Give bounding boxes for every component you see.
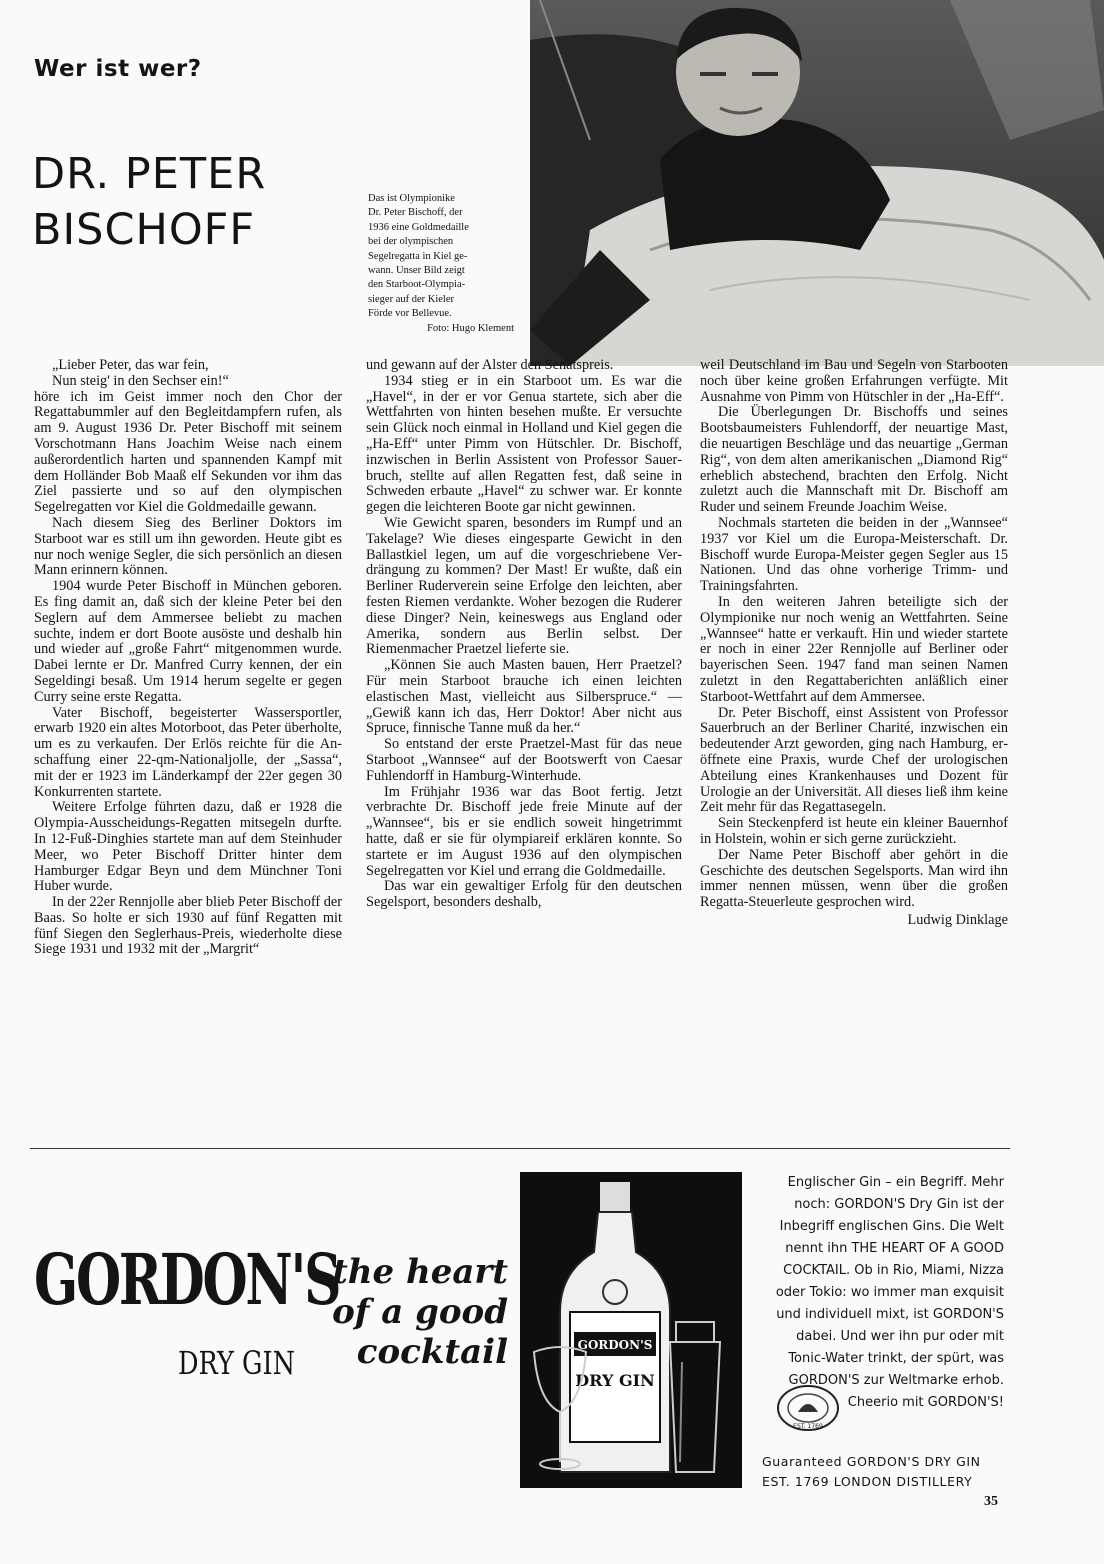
title-line: BISCHOFF — [32, 205, 256, 255]
paragraph: Der Name Peter Bischoff aber gehört in die Geschichte des deutschen Segelsports. Man wird ihn immer nennen müssen, wenn über die großen Regatta-Steuerleute gesprochen wird. — [700, 846, 1008, 911]
paragraph: und gewann auf der Alster den Senatspreis. — [366, 357, 614, 373]
caption-line: Förde vor Bellevue. — [368, 308, 452, 320]
verse-line: „Lieber Peter, das war fein, — [52, 357, 209, 373]
author-signature: Ludwig Dinklage — [907, 911, 1008, 928]
seal-text: EST. 1769 — [793, 1423, 823, 1430]
paragraph: Nach diesem Sieg des Berliner Doktors im Starboot war es still um ihn geworden. Heute gibt es nur noch wenige Segler, die sich persönlich an diesen Mann erinnern können. — [34, 514, 342, 579]
ad-guarantee — [762, 1452, 1002, 1492]
caption-line: den Starboot-Olympia- — [368, 279, 466, 291]
ad-copy-line: Inbegriff englischen Gins. Die Welt — [779, 1219, 1004, 1234]
kicker: Wer ist wer? — [34, 56, 202, 82]
paragraph: So entstand der erste Praetzel-Mast für das neue Starboot „Wannsee“ auf der Bootswerft von Caesar Fuhlendorff in Hamburg-Winterhude. — [366, 736, 682, 784]
title-line: DR. PETER — [32, 149, 267, 199]
ad-copy — [760, 1172, 1004, 1414]
ad-copy-line: Englischer Gin – ein Begriff. Mehr — [787, 1175, 1004, 1190]
paragraph: 1904 wurde Peter Bischoff in München geboren. Es fing damit an, daß sich der kleine Peter bei den Seglern auf dem Ammersee beliebt zu machen suchte, indem er dort Boote ausöste und deshalb hin und wieder auf „große Fahrt“ mitgenommen wurde. Dabei lernte er Dr. Manfred Curry kennen, der ein Segeldingi besaß. Um 1914 herum segelte er gegen Curry seine erste Regatta. — [34, 578, 342, 705]
gordons-logo: GORDON'S — [34, 1238, 340, 1321]
paragraph: Wie Gewicht sparen, besonders im Rumpf und an Takelage? Wie dieses eingesparte Gewicht in den Ballastkiel legen, um auf die vorgeschriebene Verdrängung zu kommen? Der Mast! Er wußte, daß ein Berliner Ruderverein seine Erfolge den leichten, aber festen Riemen verdankte. Woher bezogen die Ruderer diese Dinger? Nein, keineswegs aus England oder Amerika, sondern aus Berlin selbst. Der Riemenmacher Praetzel lieferte sie. — [366, 514, 682, 658]
caption-line: sieger auf der Kieler — [368, 293, 454, 305]
paragraph: In der 22er Rennjolle aber blieb Peter Bischoff der Baas. So holte er sich 1930 auf fünf Regatten mit fünf Siegen den Seglerhaus-Preis, wiederholte diese Siege 1931 und 1932 mit der „Margrit“ — [34, 894, 342, 958]
caption-line: Das ist Olympionike — [368, 193, 455, 204]
portrait-photo — [530, 0, 1104, 366]
ad-copy-line: noch: GORDON'S Dry Gin ist der — [794, 1197, 1004, 1212]
ad-copy-line: nennt ihn THE HEART OF A GOOD — [785, 1241, 1004, 1256]
paragraph: Dr. Peter Bischoff, einst Assistent von Professor Sauerbruch an der Berliner Charité, inzwischen ein bedeutender Arzt geworden, ging nach Hamburg, eröffnete eine Praxis, wurde Chef der urologischen Abteilung eines Krankenhauses und Dozent für Urologie an der Universität. All dieses ließ ihm keine Zeit mehr für das Regattasegeln. — [700, 704, 1008, 816]
paragraph: höre ich im Geist immer noch den Chor der Regattabummler auf den Begleitdampfern rufen, als am 9. August 1936 Dr. Peter Bischoff mit seinem Vorschotmann Hans Joachim Weise nach einem außerordentlich harten und spannenden Kampf mit dem Holländer Bob Maaß elf Sekunden vor ihm das Ziel passierte und so auf den olympischen Segelregatten vor Kiel die Goldmedaille gewann. — [34, 388, 342, 516]
slogan-line: of a good — [332, 1292, 508, 1332]
caption-line: Dr. Peter Bischoff, der — [368, 207, 463, 219]
ad-copy-line: und individuell mixt, ist GORDON'S — [776, 1307, 1004, 1322]
paragraph: 1934 stieg er in ein Starboot um. Es war die „Havel“, in der er vor Genua startete, sich aber die Wettfahrten von hinten besehen mußte. Er versuchte sein Glück noch einmal in Holland und Kiel gegen die „Ha-Eff“ unter Pimm von Hütschler. Dr. Bischoff, inzwischen in Berlin Assistent von Professor Sauerbruch, stellte auf allen Regatten fest, daß seine in Schweden erbaute „Havel“ zu schwer war. Er konnte gegen die leichteren Boote gar nicht gewinnen. — [366, 372, 682, 516]
article-column-3 — [700, 358, 1008, 929]
article-column-2 — [366, 358, 682, 911]
article-title — [32, 146, 352, 258]
paragraph: Im Frühjahr 1936 war das Boot fertig. Jetzt verbrachte Dr. Bischoff jede freie Minute auf der „Wannsee“, bis er sie endlich soweit hingetrimmt hatte, daß er sie für olympiareif erklären konnte. So startete er im August 1936 auf den olympischen Segelregatten vor Kiel und errang die Goldmedaille. — [366, 783, 682, 879]
seal-icon — [776, 1384, 840, 1432]
slogan-line: cocktail — [356, 1332, 508, 1372]
ad-copy-line: GORDON'S zur Weltmarke erhob. — [788, 1373, 1004, 1388]
ad-copy-line: Tonic-Water trinkt, der spürt, was — [788, 1351, 1004, 1366]
paragraph: weil Deutschland im Bau und Segeln von Starbooten noch über keine großen Erfahrungen verfügte. Mit Ausnahme von Pimm von Hütschler in der „Ha-Eff“. — [700, 357, 1008, 405]
bottle-label-brand: GORDON'S — [577, 1338, 653, 1352]
dry-gin-logo: DRY GIN — [178, 1344, 296, 1382]
paragraph: Die Überlegungen Dr. Bischoffs und seines Bootsbaumeisters Fuhlendorff, der neuartige Mast, die neuartigen Beschläge und das neuartige „German Rig“, von dem alten amerikanischen „Diamond Rig“ erheblich abstechend, brachten den Erfolg. Nicht zuletzt auch die Mannschaft mit Dr. Bischoff am Ruder und seinem Freunde Joachim Weise. — [700, 404, 1008, 516]
paragraph: Vater Bischoff, begeisterter Wassersportler, erwarb 1920 ein altes Motorboot, das Peter überholte, um es zu verkaufen. Der Erlös reichte für die Anschaffung einer 22-qm-Nationaljolle, der „Sassa“, mit der er 1923 im Länderkampf der 22er gegen 30 Konkurrenten startete. — [34, 704, 342, 800]
paragraph: Sein Steckenpferd ist heute ein kleiner Bauernhof in Holstein, wohin er sich gerne zurückzieht. — [700, 815, 1008, 847]
bottle-label-product: DRY GIN — [575, 1371, 655, 1390]
ad-copy-line: Cheerio mit GORDON'S! — [847, 1395, 1004, 1410]
ad-copy-line: COCKTAIL. Ob in Rio, Miami, Nizza — [783, 1263, 1004, 1278]
caption-line: 1936 eine Goldmedaille — [368, 221, 469, 233]
photo-caption — [368, 192, 514, 336]
guarantee-line: Guaranteed GORDON'S DRY GIN — [762, 1454, 981, 1469]
paragraph: Weitere Erfolge führten dazu, daß er 1928 die Olympia-Ausscheidungs-Regatten mitsegeln durfte. In 12-Fuß-Dinghies startete man auf dem Steinhuder Meer, wo Peter Bischoff Dritter hinter dem Hamburger Edgar Beyn und dem Münchner Toni Huber wurde. — [34, 799, 342, 895]
paragraph: Nochmals starteten die beiden in der „Wannsee“ 1937 vor Kiel um die Europa-Meisterschaft. Dr. Bischoff wurde Europa-Meister gegen Segler aus 15 Nationen. Und das ohne vorherige Trimm- und Trainingsfahrten. — [700, 514, 1008, 595]
ad-slogan — [318, 1252, 508, 1372]
section-divider — [30, 1148, 1010, 1149]
guarantee-line: EST. 1769 LONDON DISTILLERY — [762, 1474, 973, 1489]
paragraph: „Können Sie auch Masten bauen, Herr Praetzel? Für mein Starboot brauche ich einen leichten elastischen Mast, vielleicht aus Silberspruce.“ — „Gewiß kann ich das, Herr Doktor! Aber nicht aus Spruce, finnische Tanne muß da her.“ — [366, 657, 682, 737]
page-number: 35 — [984, 1494, 998, 1509]
ad-illustration — [520, 1172, 742, 1488]
slogan-line: the heart — [332, 1252, 508, 1292]
paragraph: In den weiteren Jahren beteiligte sich der Olympionike nur noch wenig an Wettfahrten. Seine „Wannsee“ hatte er verkauft. Hin und wieder startete er noch in einer 22er Rennjolle auf Berliner oder bayerischen Seen. 1947 fand man seinen Namen zuletzt in den Regattaberichten anläßlich einer Starboot-Wettfahrt auf dem Ammersee. — [700, 593, 1008, 705]
caption-line: wann. Unser Bild zeigt — [368, 265, 465, 277]
verse-line: Nun steig' in den Sechser ein!“ — [52, 372, 229, 389]
ad-copy-line: dabei. Und wer ihn pur oder mit — [796, 1329, 1004, 1344]
caption-line: bei der olympischen — [368, 236, 454, 248]
caption-line: Segelregatta in Kiel ge- — [368, 250, 468, 262]
caption-credit: Foto: Hugo Klement — [427, 322, 514, 334]
article-column-1 — [34, 358, 342, 958]
ad-copy-line: oder Tokio: wo immer man exquisit — [775, 1285, 1004, 1300]
paragraph: Das war ein gewaltiger Erfolg für den deutschen Segelsport, besonders deshalb, — [366, 878, 682, 911]
